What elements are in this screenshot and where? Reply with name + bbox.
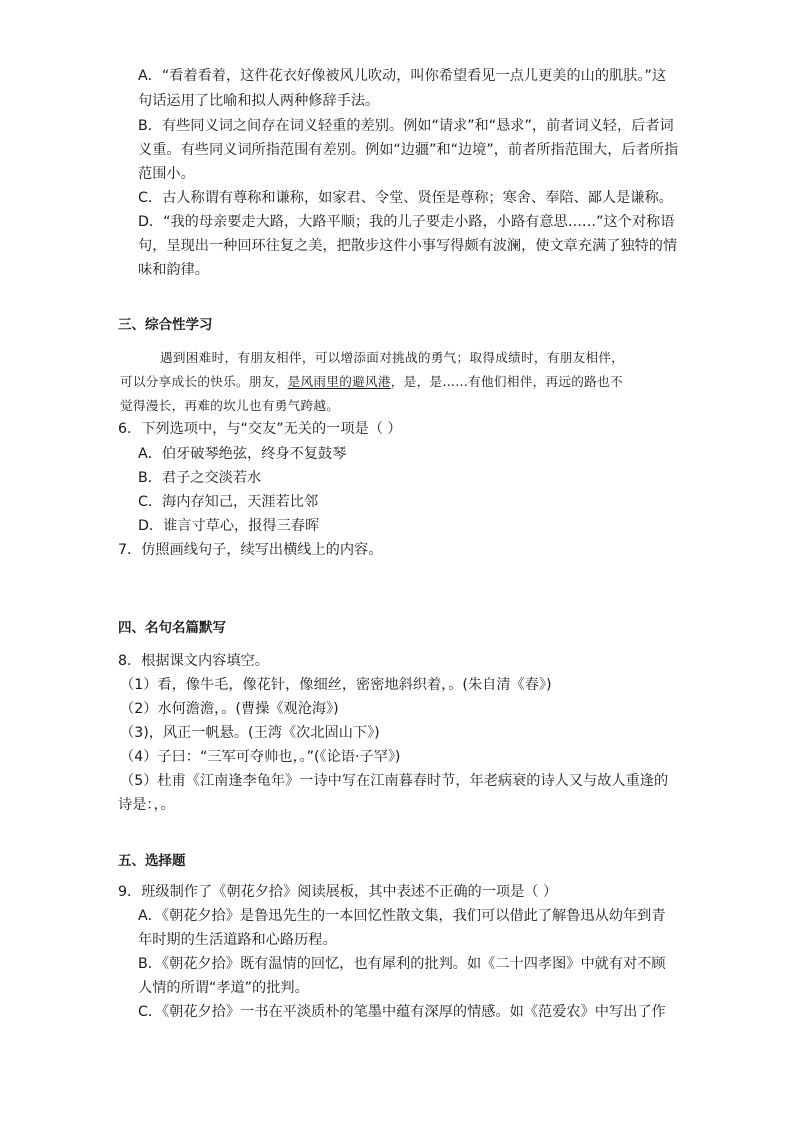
q6-option-d: D．谁言寸草心，报得三春晖 xyxy=(138,518,320,534)
q6-option-a: A．伯牙破琴绝弦，终身不复鼓琴 xyxy=(138,446,347,462)
q5-option-d-line3: 味和韵律。 xyxy=(138,262,209,278)
section4-heading: 四、名句名篇默写 xyxy=(118,620,226,636)
passage-line2 xyxy=(120,372,623,392)
q9-option-c-line1: C．《朝花夕拾》一书在平淡质朴的笔墨中蕴有深厚的情感。如《范爱农》中写出了作 xyxy=(138,1004,666,1020)
q9-option-a-line2: 年时期的生活道路和心路历程。 xyxy=(138,932,337,948)
section3-heading: 三、综合性学习 xyxy=(118,317,213,333)
q9-stem: 9．班级制作了《朝花夕拾》阅读展板，其中表述不正确的一项是（ ） xyxy=(118,884,558,900)
q5-option-b-line1: B．有些同义词之间存在词义轻重的差别。例如“请求”和“恳求”，前者词义轻，后者词 xyxy=(138,118,674,134)
q8-item-4: （4）子曰：“三军可夺帅也，。”(《论语·子罕》) xyxy=(120,749,401,765)
q8-item-2: （2）水何澹澹，。(曹操《观沧海》) xyxy=(120,701,339,717)
q5-option-d-line2: 句，呈现出一种回环往复之美，把散步这件小事写得颇有波澜，使文章充满了独特的情 xyxy=(138,238,678,254)
q8-item-5-cont: 诗是：，。 xyxy=(118,797,175,813)
q7-stem: 7．仿照画线句子，续写出横线上的内容。 xyxy=(118,542,383,558)
q9-option-b-line2: 人情的所谓“孝道”的批判。 xyxy=(138,980,309,996)
q9-option-a-line1: A．《朝花夕拾》是鲁迅先生的一本回忆性散文集，我们可以借此了解鲁迅从幼年到青 xyxy=(138,908,666,924)
q6-option-c: C．海内存知己，天涯若比邻 xyxy=(138,494,319,510)
passage-line2-tail: ，是，是……有他们相伴，再远的路也不 xyxy=(390,374,623,389)
q8-item-1: （1）看，像牛毛，像花针，像细丝，密密地斜织着，。(朱自清《春》) xyxy=(120,677,552,693)
underlined-sentence: 是风雨里的避风港 xyxy=(287,374,391,389)
passage-line3: 觉得漫长，再难的坎儿也有勇气跨越。 xyxy=(120,398,340,413)
q5-option-c: C．古人称谓有尊称和谦称，如家君、令堂、贤侄是尊称；寒舍、奉陪、鄙人是谦称。 xyxy=(138,190,673,206)
q5-option-b-line3: 范围小。 xyxy=(138,166,195,182)
q8-item-5: （5）杜甫《江南逢李龟年》一诗中写在江南暮春时节，年老病衰的诗人又与故人重逢的 xyxy=(120,773,669,789)
q6-stem: 6．下列选项中，与“交友”无关的一项是（ ） xyxy=(118,421,402,437)
q8-item-3: （3)，风正一帆悬。(王湾《次北固山下》) xyxy=(120,725,380,741)
q5-option-b-line2: 义重。有些同义词所指范围有差别。例如“边疆”和“边境”，前者所指范围大，后者所指 xyxy=(138,142,679,158)
q5-option-a-line2: 句话运用了比喻和拟人两种修辞手法。 xyxy=(138,93,380,109)
q8-stem: 8．根据课文内容填空。 xyxy=(118,653,269,669)
passage-line2-head: 可以分享成长的快乐。朋友， xyxy=(120,374,288,389)
q5-option-d-line1: D．“我的母亲要走大路，大路平顺；我的儿子要走小路，小路有意思……”这个对称语 xyxy=(138,214,675,230)
passage-line1: 遇到困难时，有朋友相伴，可以增添面对挑战的勇气；取得成绩时，有朋友相伴， xyxy=(160,350,625,365)
section5-heading: 五、选择题 xyxy=(118,853,186,869)
q9-option-b-line1: B．《朝花夕拾》既有温情的回忆，也有犀利的批判。如《二十四孝图》中就有对不顾 xyxy=(138,956,666,972)
q5-option-a-line1: A．“看着看着，这件花衣好像被风儿吹动，叫你希望看见一点儿更美的山的肌肤。”这 xyxy=(138,68,667,84)
q6-option-b: B．君子之交淡若水 xyxy=(138,470,262,486)
